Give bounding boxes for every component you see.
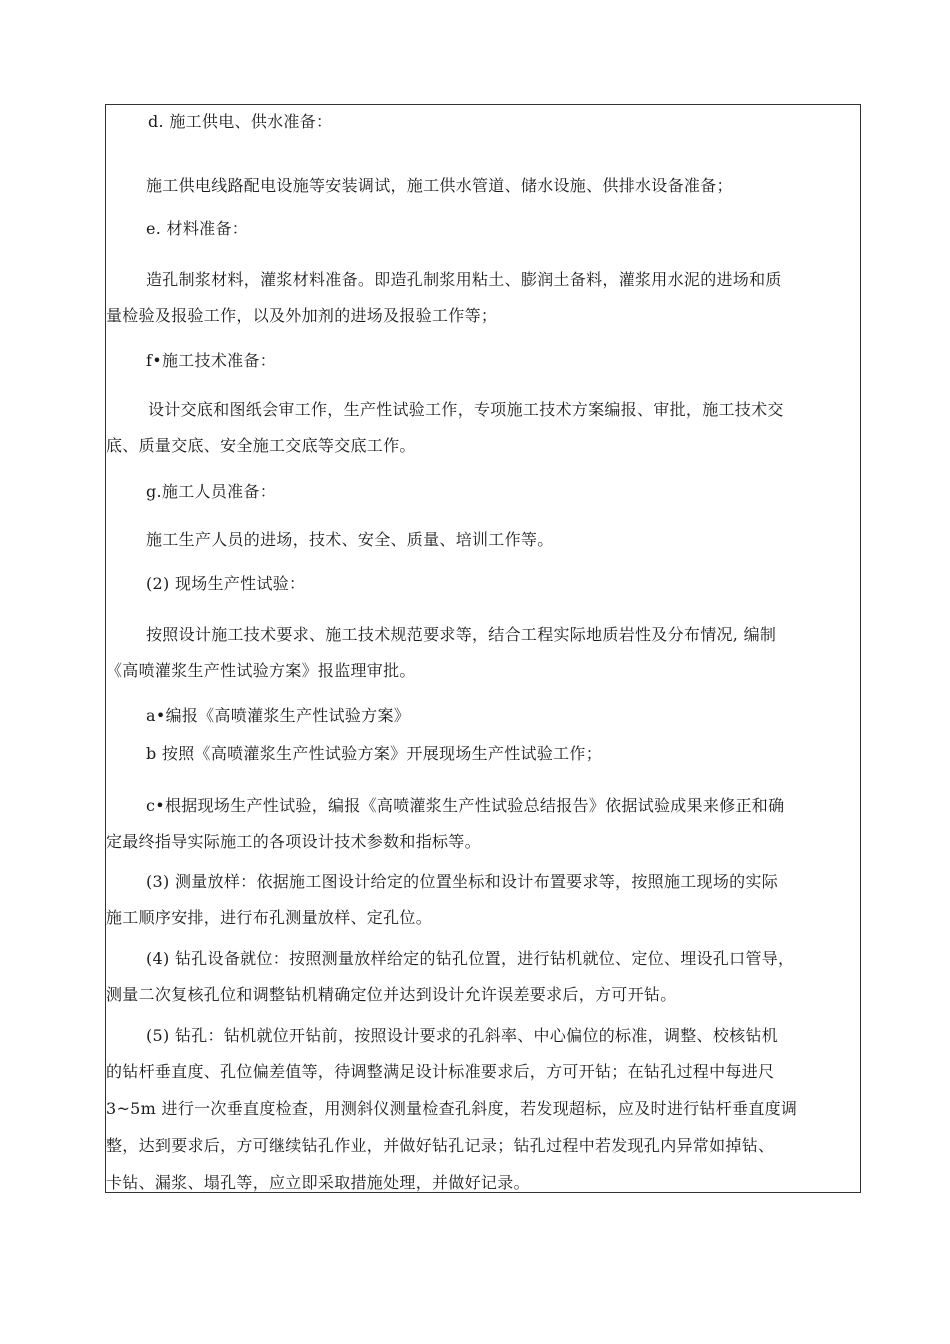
section-2-body-line2: 《高喷灌浆生产性试验方案》报监理审批。 xyxy=(106,661,416,680)
section-5-line3: 3~5m 进行一次垂直度检查，用测斜仪测量检查孔斜度，若发现超标，应及时进行钻杆垂直度调 xyxy=(106,1099,798,1118)
section-5-line4: 整，达到要求后，方可继续钻孔作业，并做好钻孔记录；钻孔过程中若发现孔内异常如掉钻、 xyxy=(106,1136,775,1155)
section-g-body: 施工生产人员的进场，技术、安全、质量、培训工作等。 xyxy=(146,530,554,549)
section-e-body-line1: 造孔制浆材料，灌浆材料准备。即造孔制浆用粘土、膨润土备料，灌浆用水泥的进场和质 xyxy=(146,270,782,289)
section-5-line1: (5) 钻孔：钻机就位开钻前，按照设计要求的孔斜率、中心偏位的标准，调整、校核钻机 xyxy=(146,1026,779,1045)
section-5-line2: 的钻杆垂直度、孔位偏差值等，待调整满足设计标准要求后，方可开钻；在钻孔过程中每进尺 xyxy=(106,1062,775,1081)
section-f-heading: f•施工技术准备： xyxy=(146,351,277,370)
section-e-heading: e. 材料准备： xyxy=(146,219,249,238)
content-table-cell xyxy=(105,104,861,1193)
section-5-line5: 卡钻、漏浆、塌孔等，应立即采取措施处理，并做好记录。 xyxy=(106,1173,530,1192)
section-4-line2: 测量二次复核孔位和调整钻机精确定位并达到设计允许误差要求后，方可开钻。 xyxy=(106,985,677,1004)
section-3-line2: 施工顺序安排，进行布孔测量放样、定孔位。 xyxy=(106,908,433,927)
section-g-heading: g.施工人员准备： xyxy=(146,482,277,501)
section-2-item-c-line2: 定最终指导实际施工的各项设计技术参数和指标等。 xyxy=(106,832,481,851)
section-d-heading: d. 施工供电、供水准备： xyxy=(148,112,333,131)
section-2-heading: (2) 现场生产性试验： xyxy=(146,574,306,593)
section-3-line1: (3) 测量放样：依据施工图设计给定的位置坐标和设计布置要求等，按照施工现场的实际 xyxy=(146,872,779,891)
section-2-item-b: b 按照《高喷灌浆生产性试验方案》开展现场生产性试验工作； xyxy=(146,744,603,763)
section-e-body-line2: 量检验及报验工作，以及外加剂的进场及报验工作等； xyxy=(106,306,498,325)
section-d-body: 施工供电线路配电设施等安装调试，施工供水管道、储水设施、供排水设备准备； xyxy=(146,176,733,195)
section-2-item-c-line1: c•根据现场生产性试验，编报《高喷灌浆生产性试验总结报告》依据试验成果来修正和确 xyxy=(146,796,785,815)
section-f-body-line2: 底、质量交底、安全施工交底等交底工作。 xyxy=(106,436,416,455)
section-f-body-line1: 设计交底和图纸会审工作，生产性试验工作，专项施工技术方案编报、审批，施工技术交 xyxy=(148,400,784,419)
section-4-line1: (4) 钻孔设备就位：按照测量放样给定的钻孔位置，进行钻机就位、定位、埋设孔口管导， xyxy=(146,949,795,968)
section-2-body-line1: 按照设计施工技术要求、施工技术规范要求等，结合工程实际地质岩性及分布情况, 编制 xyxy=(146,625,777,644)
section-2-item-a: a•编报《高喷灌浆生产性试验方案》 xyxy=(146,706,411,725)
